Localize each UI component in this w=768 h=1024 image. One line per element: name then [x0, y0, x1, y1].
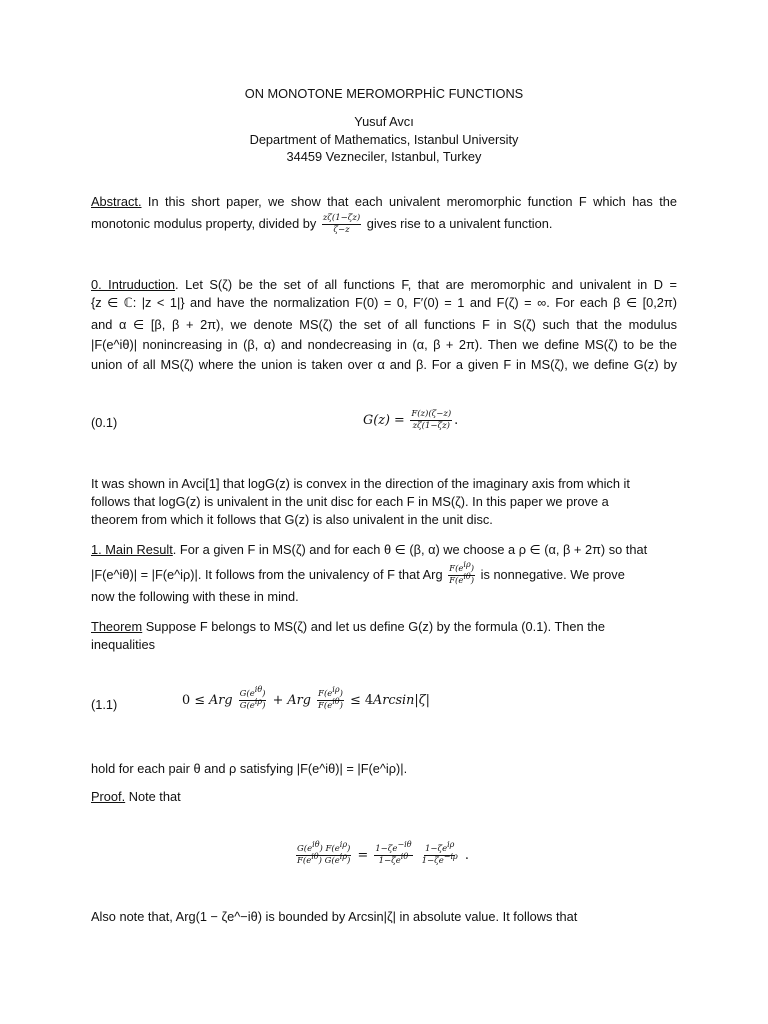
paper-title: ON MONOTONE MEROMORPHİC FUNCTIONS [244, 86, 524, 101]
equation-0-1-lhs: G(z) = [363, 412, 405, 428]
equation-0-1: G(z) = $\frac{F(z)(\zeta-z)}{z\zeta(1-\zetāz)}$ . [363, 409, 459, 431]
main-text-2b: is nonnegative. We prove [480, 566, 625, 582]
equation-0-1-fraction: $\frac{F(z)(\zeta-z)}{z\zeta(1-\zetāz)}$ [411, 409, 452, 431]
equation-0-1-label: (0.1) [91, 415, 118, 430]
abstract-text-1: In this short paper, we show that each univalent meromorphic function F which has the [147, 194, 678, 209]
intro-line-5: union of all MS(ζ) where the union is taken over α and β. For a given F in MS(ζ), we define G(z) by [91, 357, 677, 372]
author-affiliation: Department of Mathematics, Istanbul University [249, 132, 519, 147]
intro-label: 0. Intruduction [91, 277, 176, 292]
proof-equation: $\frac{G(e^{i\theta}) F(e^{i\rho})}{F(e^{i\theta}) G(e^{i\rho})}$ = $\frac{1-\zeta e^{-i\theta}}{1-\zetāe^{i\theta}}$ $\frac{1-\zetāe^{i\rho}}{1-\zeta e^{-i\rho}}$ . [297, 840, 469, 866]
intro-line-2: {z ∈ ℂ: |z < 1|} and have the normalization F(0) = 0, F′(0) = 1 and F(ζ) = ∞. For each β ∈ [0,2π) [91, 295, 677, 310]
equation-1-1: 0 ≤ Arg $\frac{G(e^{i\theta})}{G(e^{i\rho})}$ + Arg $\frac{F(e^{i\rho})}{F(e^{i\theta})}$ ≤ 4Arcsin|ζ| [182, 685, 430, 711]
theorem-line-1 [91, 618, 677, 636]
para2-line-1: It was shown in Avci[1] that logG(z) is convex in the direction of the imaginary axis from which it [91, 476, 630, 491]
para2-line-3: theorem from which it follows that G(z) is also univalent in the unit disc. [91, 512, 493, 527]
intro-text-1: . Let S(ζ) be the set of all functions F, that are meromorphic and univalent in D = [175, 277, 677, 292]
proof-label: Proof. [91, 789, 126, 804]
theorem-text-1: Suppose F belongs to MS(ζ) and let us define G(z) by the formula (0.1). Then the [142, 619, 605, 634]
main-line-2 [91, 560, 677, 586]
main-text-2a: |F(e^iθ)| = |F(e^iρ)|. It follows from the univalency of F that Arg [91, 566, 443, 582]
abstract-text-2b: gives rise to a univalent function. [366, 215, 553, 231]
main-fraction: $\frac{F(e^{i\rho})}{F(e^{i\theta})}$ [449, 560, 475, 586]
main-line-3: now the following with these in mind. [91, 589, 299, 604]
main-text-1: . For a given F in MS(ζ) and for each θ ∈ (β, α) we choose a ρ ∈ (α, β + 2π) so that [172, 542, 648, 557]
abstract-line-2 [91, 214, 677, 235]
theorem-label: Theorem [91, 619, 143, 634]
main-line-1 [91, 541, 677, 559]
intro-line-3: and α ∈ [β, β + 2π), we denote MS(ζ) the set of all functions F in S(ζ) such that the modulus [91, 317, 677, 332]
proof-text: Note that [125, 789, 181, 804]
last-line: Also note that, Arg(1 − ζe^−iθ) is bounded by Arcsin|ζ| in absolute value. It follows that [91, 909, 578, 924]
author-address: 34459 Vezneciler, Istanbul, Turkey [286, 149, 482, 164]
theorem-line-2: inequalities [91, 637, 156, 652]
hold-line: hold for each pair θ and ρ satisfying |F(e^iθ)| = |F(e^iρ)|. [91, 761, 408, 776]
author-name: Yusuf Avcı [354, 114, 414, 129]
intro-line-1 [91, 276, 677, 294]
intro-line-4: |F(e^iθ)| nonincreasing in (β, α) and nondecreasing in (α, β + 2π). Then we define MS(ζ) to be the [91, 337, 677, 352]
abstract-label: Abstract. [91, 194, 142, 209]
main-label: 1. Main Result [91, 542, 173, 557]
equation-1-1-label: (1.1) [91, 697, 118, 712]
para2-line-2: follows that logG(z) is univalent in the unit disc for each F in MS(ζ). In this paper we prove a [91, 494, 609, 509]
proof-line [91, 788, 677, 806]
abstract-line-1 [91, 193, 677, 211]
abstract-text-2a: monotonic modulus property, divided by [91, 215, 317, 231]
abstract-fraction: $\frac{z\zeta(1-\zetāz)}{\zeta-z}$ [322, 213, 361, 235]
